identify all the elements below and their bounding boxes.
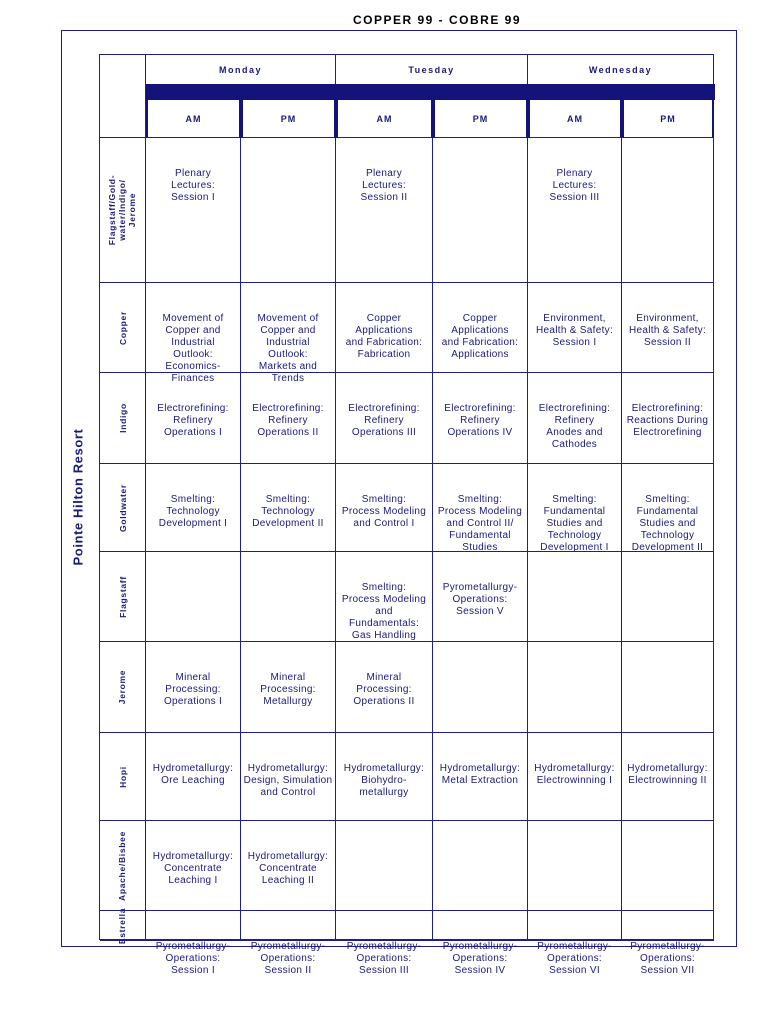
session-title: Smelting: Technology Development II <box>252 494 324 529</box>
session-cell <box>433 552 528 642</box>
session-cell <box>528 733 622 821</box>
session-title: Pyrometallurgy- Operations: Session I <box>155 941 231 976</box>
day-header-wednesday: Wednesday <box>528 55 714 84</box>
session-cell <box>622 911 714 976</box>
session-title: Smelting: Process Modeling and Control II/ Fundamental Studies <box>437 494 523 553</box>
room-label <box>100 907 146 944</box>
room-name: Flagstaff <box>117 575 128 618</box>
session-cell <box>622 821 714 911</box>
session-cell <box>622 138 714 283</box>
period-header-am: AM <box>336 100 433 138</box>
session-title: Electrorefining: Reactions During Electrorefining <box>626 403 709 438</box>
session-title: Pyrometallurgy- Operations: Session VII <box>630 941 705 976</box>
session-title: Hydrometallurgy: Design, Simulation and Control <box>243 763 333 798</box>
schedule-table <box>99 54 714 976</box>
session-cell <box>622 552 714 642</box>
session-title: Mineral Processing: Operations I <box>163 672 223 707</box>
session-title: Plenary Lectures: Session I <box>171 168 215 203</box>
session-cell <box>146 283 241 384</box>
session-cell <box>241 138 336 283</box>
period-header-pm: PM <box>622 100 714 138</box>
session-cell <box>528 138 622 283</box>
session-cell <box>146 821 241 911</box>
session-cell <box>146 642 241 733</box>
session-cell <box>433 733 528 821</box>
room-label <box>100 733 146 821</box>
session-title: Hydrometallurgy: Concentrate Leaching II <box>247 851 329 886</box>
session-cell <box>622 464 714 552</box>
session-title: Smelting: Fundamental Studies and Technology Development I <box>540 494 609 553</box>
session-title: Mineral Processing: Metallurgy <box>260 672 316 707</box>
session-cell <box>146 552 241 642</box>
session-cell <box>622 733 714 821</box>
session-cell <box>528 464 622 552</box>
room-label <box>100 283 146 373</box>
room-label <box>100 642 146 733</box>
session-cell <box>622 373 714 464</box>
session-title: Environment, Health & Safety: Session II <box>628 313 707 348</box>
session-cell <box>433 138 528 283</box>
period-header-pm: PM <box>241 100 336 138</box>
session-cell <box>336 911 433 976</box>
session-title: Environment, Health & Safety: Session I <box>535 313 614 348</box>
session-title: Plenary Lectures: Session II <box>360 168 408 203</box>
session-cell <box>528 911 622 976</box>
session-title: Electrorefining: Refinery Operations IV <box>444 403 516 438</box>
session-cell <box>433 911 528 976</box>
session-title: Movement of Copper and Industrial Outlook: Markets and Trends <box>257 313 319 384</box>
session-cell <box>146 373 241 464</box>
session-cell <box>528 821 622 911</box>
venue-label: Pointe Hilton Resort <box>70 428 86 566</box>
session-cell <box>336 642 433 733</box>
session-cell <box>433 373 528 464</box>
session-title: Pyrometallurgy- Operations: Session II <box>250 941 326 976</box>
room-name: Jerome <box>117 669 128 705</box>
session-title: Hydrometallurgy: Electrowinning II <box>627 763 708 786</box>
session-cell <box>622 283 714 373</box>
session-cell <box>528 283 622 373</box>
session-cell <box>336 138 433 283</box>
session-title: Hydrometallurgy: Electrowinning I <box>534 763 615 786</box>
session-title: Electrorefining: Refinery Operations III <box>348 403 420 438</box>
session-cell <box>146 464 241 552</box>
session-cell <box>146 911 241 976</box>
session-title: Pyrometallurgy- Operations: Session III <box>346 941 422 976</box>
session-cell <box>528 642 622 733</box>
session-cell <box>241 733 336 821</box>
session-cell <box>241 821 336 911</box>
session-cell <box>336 373 433 464</box>
day-header-monday: Monday <box>146 55 336 84</box>
session-cell <box>336 464 433 552</box>
room-name: Flagstaff/Gold- water/Indigo/ Jerome <box>107 174 138 246</box>
session-cell <box>336 733 433 821</box>
session-cell <box>433 642 528 733</box>
room-name: Estrella <box>117 907 128 944</box>
session-title: Electrorefining: Refinery Operations I <box>157 403 229 438</box>
session-cell <box>433 283 528 373</box>
session-title: Smelting: Fundamental Studies and Technology Development II <box>631 494 704 553</box>
session-cell <box>336 552 433 642</box>
room-label <box>100 821 146 911</box>
session-title: Smelting: Process Modeling and Fundamentals: Gas Handling <box>341 582 427 641</box>
session-title: Copper Applications and Fabrication: Fabrication <box>345 313 423 360</box>
session-cell <box>433 464 528 552</box>
session-title: Hydrometallurgy: Metal Extraction <box>439 763 521 786</box>
room-name: Copper <box>117 310 128 345</box>
session-cell <box>336 283 433 373</box>
session-title: Pyrometallurgy- Operations: Session IV <box>442 941 518 976</box>
session-title: Hydrometallurgy: Concentrate Leaching I <box>152 851 234 886</box>
session-cell <box>336 821 433 911</box>
session-title: Smelting: Technology Development I <box>158 494 228 529</box>
session-cell <box>241 464 336 552</box>
session-title: Hydrometallurgy: Ore Leaching <box>152 763 234 786</box>
session-title: Electrorefining: Refinery Anodes and Cathodes <box>538 403 611 450</box>
session-cell <box>241 283 336 384</box>
room-name: Hopi <box>117 765 128 788</box>
session-cell <box>146 733 241 821</box>
session-cell <box>241 552 336 642</box>
session-cell <box>622 642 714 733</box>
session-title: Hydrometallurgy: Biohydro- metallurgy <box>343 763 425 798</box>
page-title: COPPER 99 - COBRE 99 <box>352 13 522 27</box>
corner-cell <box>100 55 146 138</box>
session-title: Mineral Processing: Operations II <box>353 672 415 707</box>
room-label <box>100 552 146 642</box>
room-label <box>100 138 146 283</box>
room-name: Goldwater <box>117 483 128 532</box>
room-label <box>100 373 146 464</box>
session-title: Smelting: Process Modeling and Control I <box>341 494 427 529</box>
session-title: Movement of Copper and Industrial Outlook: Economics- Finances <box>162 313 224 384</box>
room-name: Indigo <box>117 403 128 433</box>
period-header-am: AM <box>528 100 622 138</box>
session-cell <box>528 373 622 464</box>
session-cell <box>528 552 622 642</box>
session-cell <box>241 373 336 464</box>
session-title: Copper Applications and Fabrication: Applications <box>441 313 519 360</box>
header-band <box>146 84 715 100</box>
session-cell <box>241 911 336 976</box>
session-cell <box>433 821 528 911</box>
period-header-pm: PM <box>433 100 528 138</box>
room-name: Apache/Bisbee <box>117 830 128 901</box>
session-title: Electrorefining: Refinery Operations II <box>252 403 324 438</box>
session-title: Pyrometallurgy- Operations: Session VI <box>537 941 612 976</box>
session-title: Plenary Lectures: Session III <box>549 168 600 203</box>
period-header-am: AM <box>146 100 241 138</box>
session-cell <box>241 642 336 733</box>
day-header-tuesday: Tuesday <box>336 55 528 84</box>
room-label <box>100 464 146 552</box>
session-title: Pyrometallurgy- Operations: Session V <box>442 582 518 617</box>
session-cell <box>146 138 241 283</box>
